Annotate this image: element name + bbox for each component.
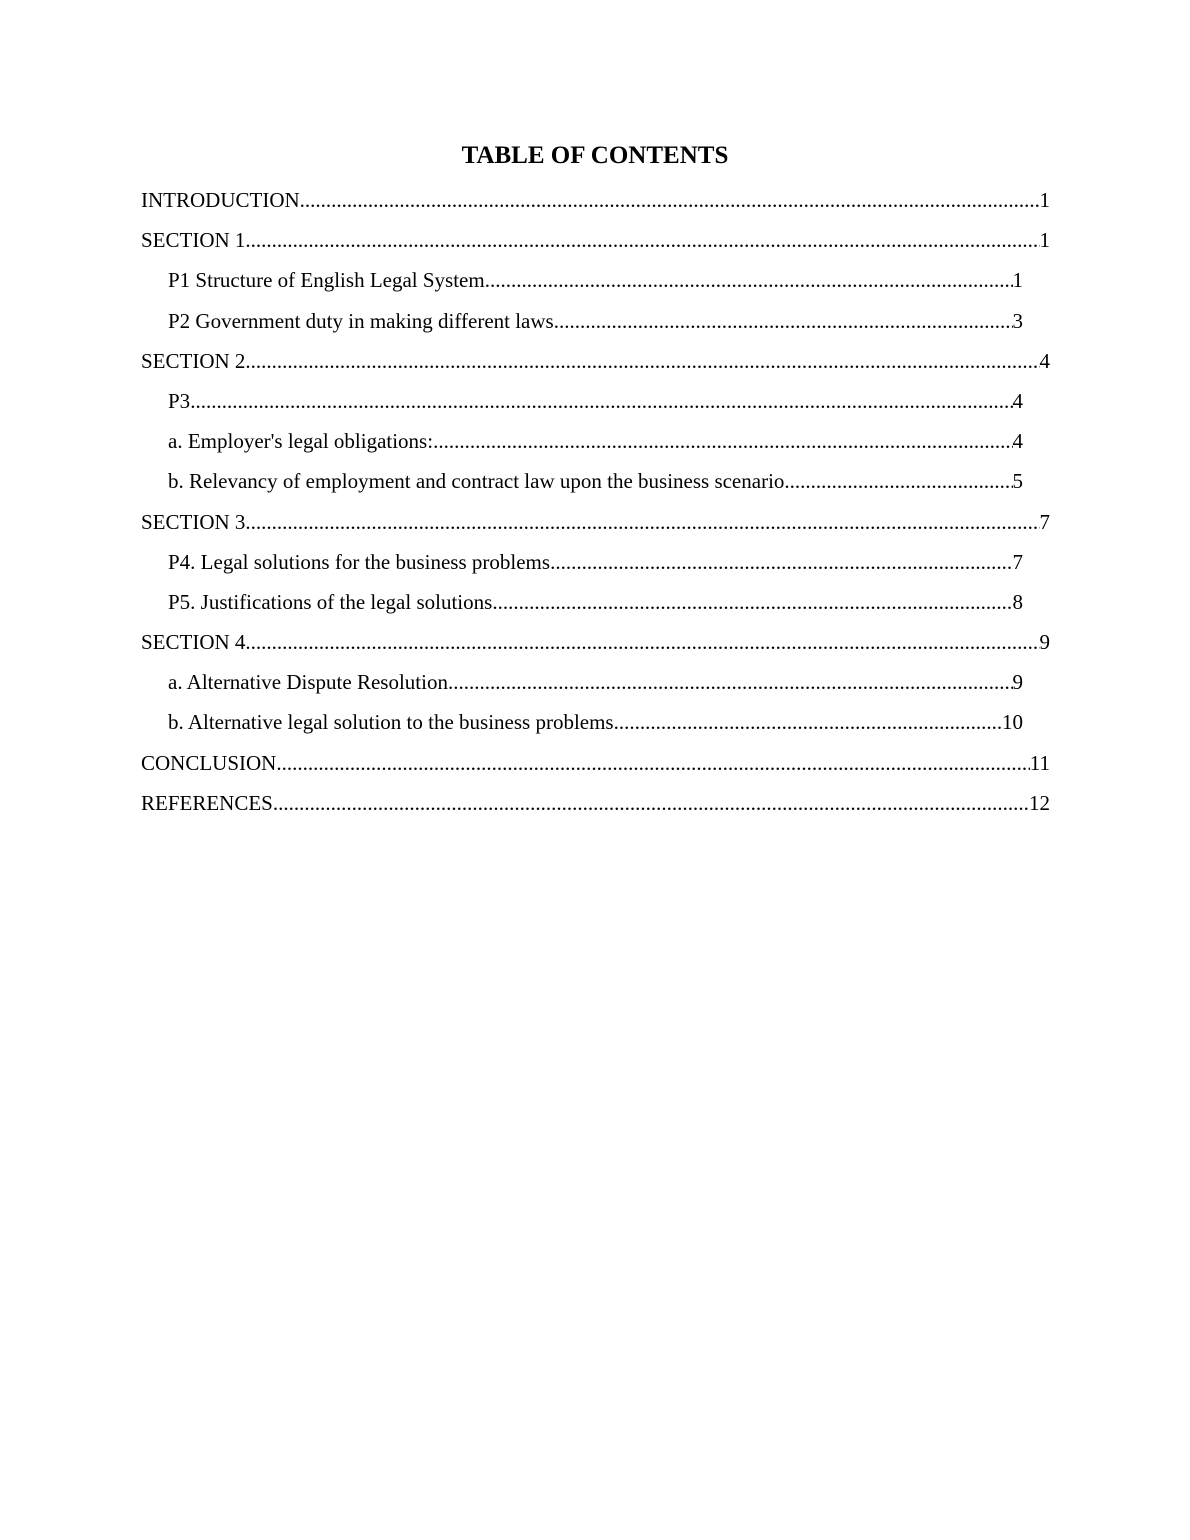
toc-page-number: 7 — [1012, 549, 1023, 574]
toc-page-number: 10 — [1002, 710, 1023, 735]
toc-page-number: 1 — [1039, 228, 1050, 253]
toc-entry-label: SECTION 2 — [141, 348, 246, 373]
toc-entry-label: P4. Legal solutions for the business problems — [168, 549, 551, 574]
toc-page-number: 11 — [1029, 750, 1050, 775]
toc-entry[interactable] — [141, 749, 1050, 789]
toc-page-number: 4 — [1012, 429, 1023, 454]
toc-entry-label: P1 Structure of English Legal System — [168, 268, 485, 293]
toc-page-number: 4 — [1012, 388, 1023, 413]
toc-page-number: 3 — [1012, 308, 1023, 333]
toc-entry[interactable] — [168, 467, 1023, 507]
toc-entry-label: SECTION 4 — [141, 630, 246, 655]
toc-entry-label: a. Employer's legal obligations: — [168, 429, 434, 454]
toc-dot-leader — [276, 749, 1029, 777]
toc-dot-leader — [550, 548, 1012, 576]
toc-page-number: 1 — [1012, 268, 1023, 293]
toc-entry-label: INTRODUCTION — [141, 188, 300, 212]
toc-entry[interactable] — [141, 789, 1050, 829]
toc-entry[interactable] — [141, 186, 1050, 226]
toc-dot-leader — [492, 588, 1012, 616]
toc-dot-leader — [245, 628, 1039, 656]
toc-entry-label: P3 — [168, 388, 191, 413]
toc-entry[interactable] — [168, 307, 1023, 347]
toc-dot-leader — [190, 387, 1012, 415]
toc-page-number: 12 — [1029, 790, 1050, 815]
toc-entry[interactable] — [168, 708, 1023, 748]
toc-entry[interactable] — [168, 427, 1023, 467]
toc-entry[interactable] — [141, 508, 1050, 548]
toc-page-number: 7 — [1039, 509, 1050, 534]
toc-dot-leader — [273, 789, 1029, 817]
toc-page-number: 9 — [1012, 670, 1023, 695]
toc-dot-leader — [485, 266, 1013, 294]
toc-page-number: 9 — [1039, 630, 1050, 655]
toc-dot-leader — [245, 508, 1039, 536]
toc-dot-leader — [245, 347, 1039, 375]
toc-entry-label: P5. Justifications of the legal solutions — [168, 589, 493, 614]
toc-entry[interactable] — [168, 387, 1023, 427]
toc-page-number: 4 — [1039, 348, 1050, 373]
toc-dot-leader — [784, 467, 1012, 495]
toc-entry-label: b. Relevancy of employment and contract law upon the business scenario — [168, 469, 785, 494]
toc-dot-leader — [554, 307, 1013, 335]
page-title: TABLE OF CONTENTS — [461, 142, 729, 169]
toc-entry-label: SECTION 3 — [141, 509, 246, 534]
toc-entry[interactable] — [168, 548, 1023, 588]
table-of-contents — [0, 186, 1190, 829]
toc-dot-leader — [245, 226, 1039, 254]
toc-dot-leader — [614, 708, 1002, 736]
toc-entry-label: b. Alternative legal solution to the business problems — [168, 710, 614, 735]
toc-entry[interactable] — [168, 668, 1023, 708]
toc-dot-leader — [433, 427, 1012, 455]
toc-entry-label: REFERENCES — [141, 790, 273, 815]
toc-dot-leader — [448, 668, 1013, 696]
toc-entry-label: SECTION 1 — [141, 228, 246, 253]
toc-entry-label: a. Alternative Dispute Resolution — [168, 670, 448, 695]
toc-entry[interactable] — [168, 588, 1023, 628]
toc-page-number: 8 — [1012, 589, 1023, 614]
toc-entry[interactable] — [141, 226, 1050, 266]
toc-entry[interactable] — [141, 628, 1050, 668]
toc-entry-label: CONCLUSION — [141, 750, 277, 775]
toc-entry-label: P2 Government duty in making different laws — [168, 308, 554, 333]
toc-entry[interactable] — [168, 266, 1023, 306]
toc-page-number: 1 — [1039, 188, 1050, 212]
toc-entry[interactable] — [141, 347, 1050, 387]
toc-page-number: 5 — [1012, 469, 1023, 494]
toc-dot-leader — [300, 186, 1040, 214]
